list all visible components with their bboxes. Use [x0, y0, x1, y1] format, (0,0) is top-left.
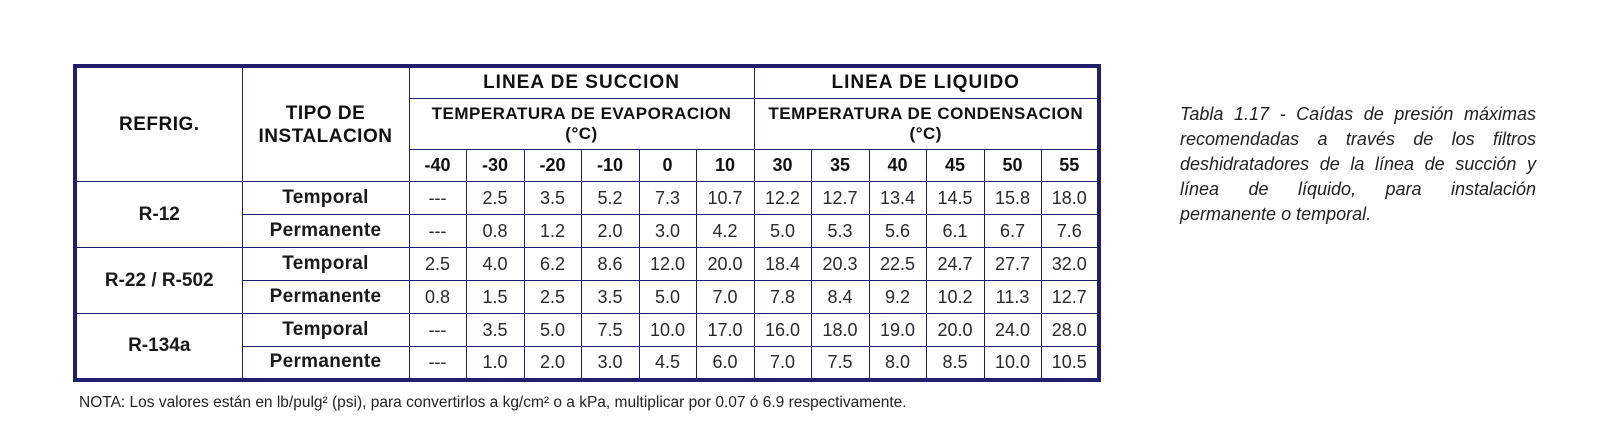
value-cell: 3.5 [581, 281, 639, 314]
value-cell: 4.5 [639, 347, 696, 380]
value-cell: 15.8 [984, 182, 1041, 215]
header-temp-cell: 50 [984, 150, 1041, 182]
value-cell: --- [409, 215, 466, 248]
header-temp-cell: -20 [524, 150, 581, 182]
value-cell: 11.3 [984, 281, 1041, 314]
value-cell: 5.0 [754, 215, 811, 248]
value-cell: 19.0 [869, 314, 926, 347]
header-tipo-line2: INSTALACION [258, 125, 393, 147]
header-cond-line1: TEMPERATURA DE CONDENSACION [768, 104, 1084, 123]
value-cell: --- [409, 314, 466, 347]
value-cell: 12.0 [639, 248, 696, 281]
pressure-drop-table [73, 64, 1101, 382]
value-cell: 1.5 [466, 281, 524, 314]
value-cell: --- [409, 347, 466, 380]
value-cell: 14.5 [926, 182, 984, 215]
value-cell: 9.2 [869, 281, 926, 314]
value-cell: 8.4 [811, 281, 869, 314]
value-cell: 0.8 [466, 215, 524, 248]
value-cell: 2.0 [581, 215, 639, 248]
pressure-drop-table-wrapper [73, 64, 1101, 382]
header-temp-cell: 40 [869, 150, 926, 182]
table-body [75, 182, 1099, 380]
header-temp-evaporacion [409, 99, 754, 150]
header-temp-cell: 55 [1041, 150, 1099, 182]
value-cell: 18.4 [754, 248, 811, 281]
value-cell: 7.8 [754, 281, 811, 314]
value-cell: 2.0 [524, 347, 581, 380]
value-cell: 24.0 [984, 314, 1041, 347]
value-cell: 10.5 [1041, 347, 1099, 380]
value-cell: 8.5 [926, 347, 984, 380]
value-cell: 27.7 [984, 248, 1041, 281]
value-cell: 22.5 [869, 248, 926, 281]
value-cell: 7.5 [581, 314, 639, 347]
refrigerant-cell: R-134a [75, 314, 242, 380]
table-note: NOTA: Los valores están en lb/pulg² (psi), para convertirlos a kg/cm² o a kPa, multiplicar por 0.07 ó 6.9 respectivamente. [79, 394, 907, 411]
value-cell: 10.2 [926, 281, 984, 314]
table-caption: Tabla 1.17 - Caídas de presión máximas recomendadas a través de los filtros deshidratadores de la línea de succión y línea de líquido, para instalación permanente o temporal. [1180, 104, 1536, 224]
value-cell: 32.0 [1041, 248, 1099, 281]
value-cell: 6.0 [696, 347, 754, 380]
value-cell: 4.0 [466, 248, 524, 281]
value-cell: 20.0 [696, 248, 754, 281]
installation-type-cell: Permanente [242, 347, 409, 380]
header-tipo-line1: TIPO DE [285, 102, 366, 124]
installation-type-cell: Permanente [242, 215, 409, 248]
value-cell: 6.7 [984, 215, 1041, 248]
installation-type-cell: Temporal [242, 314, 409, 347]
value-cell: 7.0 [696, 281, 754, 314]
value-cell: 6.1 [926, 215, 984, 248]
value-cell: 5.0 [639, 281, 696, 314]
refrigerant-cell: R-22 / R-502 [75, 248, 242, 314]
value-cell: 10.7 [696, 182, 754, 215]
value-cell: 20.3 [811, 248, 869, 281]
value-cell: 3.5 [524, 182, 581, 215]
header-temp-cell: -10 [581, 150, 639, 182]
value-cell: 7.0 [754, 347, 811, 380]
value-cell: 1.2 [524, 215, 581, 248]
value-cell: 24.7 [926, 248, 984, 281]
value-cell: 10.0 [984, 347, 1041, 380]
value-cell: --- [409, 182, 466, 215]
value-cell: 2.5 [466, 182, 524, 215]
installation-type-cell: Temporal [242, 248, 409, 281]
header-temp-cell: 30 [754, 150, 811, 182]
value-cell: 7.5 [811, 347, 869, 380]
value-cell: 3.5 [466, 314, 524, 347]
table-row [75, 314, 1099, 347]
header-temp-cell: 45 [926, 150, 984, 182]
value-cell: 13.4 [869, 182, 926, 215]
header-temp-condensacion [754, 99, 1099, 150]
value-cell: 5.6 [869, 215, 926, 248]
value-cell: 12.7 [1041, 281, 1099, 314]
value-cell: 3.0 [581, 347, 639, 380]
value-cell: 18.0 [1041, 182, 1099, 215]
value-cell: 5.0 [524, 314, 581, 347]
value-cell: 6.2 [524, 248, 581, 281]
value-cell: 1.0 [466, 347, 524, 380]
header-linea-liquido: LINEA DE LIQUIDO [754, 66, 1099, 99]
header-temp-cell: 10 [696, 150, 754, 182]
value-cell: 10.0 [639, 314, 696, 347]
installation-type-cell: Temporal [242, 182, 409, 215]
value-cell: 5.3 [811, 215, 869, 248]
header-temp-cell: -40 [409, 150, 466, 182]
value-cell: 12.2 [754, 182, 811, 215]
value-cell: 16.0 [754, 314, 811, 347]
header-linea-succion: LINEA DE SUCCION [409, 66, 754, 99]
value-cell: 8.0 [869, 347, 926, 380]
value-cell: 5.2 [581, 182, 639, 215]
header-refrig: REFRIG. [75, 66, 242, 182]
value-cell: 17.0 [696, 314, 754, 347]
value-cell: 8.6 [581, 248, 639, 281]
header-evap-line1: TEMPERATURA DE EVAPORACION [431, 104, 732, 123]
header-tipo-instalacion [242, 66, 409, 182]
table-row [75, 248, 1099, 281]
value-cell: 2.5 [524, 281, 581, 314]
refrigerant-cell: R-12 [75, 182, 242, 248]
value-cell: 0.8 [409, 281, 466, 314]
value-cell: 7.6 [1041, 215, 1099, 248]
value-cell: 18.0 [811, 314, 869, 347]
header-temp-cell: -30 [466, 150, 524, 182]
header-temp-cell: 0 [639, 150, 696, 182]
header-cond-line2: (°C) [909, 124, 942, 143]
value-cell: 12.7 [811, 182, 869, 215]
value-cell: 3.0 [639, 215, 696, 248]
value-cell: 2.5 [409, 248, 466, 281]
value-cell: 20.0 [926, 314, 984, 347]
value-cell: 4.2 [696, 215, 754, 248]
installation-type-cell: Permanente [242, 281, 409, 314]
value-cell: 28.0 [1041, 314, 1099, 347]
table-row [75, 182, 1099, 215]
header-evap-line2: (°C) [565, 124, 598, 143]
value-cell: 7.3 [639, 182, 696, 215]
header-temp-cell: 35 [811, 150, 869, 182]
